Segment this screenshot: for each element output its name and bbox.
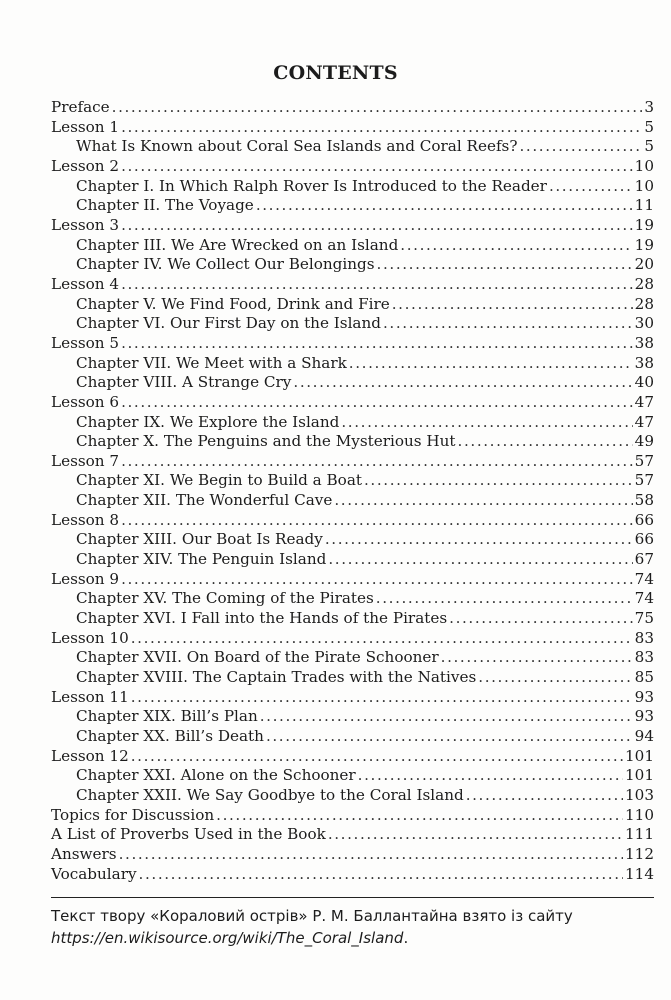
toc-entry-title: Lesson 9 — [51, 569, 120, 588]
toc-entry-title: Chapter II. The Voyage — [76, 196, 254, 215]
toc-page-number: 47 — [634, 392, 654, 411]
toc-section-entry[interactable] — [51, 393, 654, 413]
toc-page-number: 49 — [634, 432, 654, 451]
toc-page-number: 66 — [634, 530, 654, 549]
toc-chapter-entry[interactable] — [51, 354, 654, 374]
dot-leader — [121, 157, 633, 177]
toc-chapter-entry[interactable] — [51, 413, 654, 433]
dot-leader — [364, 471, 633, 491]
toc-page-number: 83 — [634, 648, 654, 667]
dot-leader — [383, 314, 633, 334]
toc-page-number: 67 — [634, 550, 654, 569]
toc-page-number: 93 — [634, 687, 654, 706]
toc-chapter-entry[interactable] — [51, 373, 654, 393]
dot-leader — [441, 648, 633, 668]
toc-chapter-entry[interactable] — [51, 530, 654, 550]
dot-leader — [458, 432, 633, 452]
dot-leader — [449, 609, 633, 629]
toc-chapter-entry[interactable] — [51, 255, 654, 275]
toc-page-number: 57 — [634, 451, 654, 470]
toc-entry-title: Chapter XIII. Our Boat Is Ready — [76, 530, 323, 549]
footnote-divider — [51, 897, 654, 898]
toc-page-number: 83 — [634, 628, 654, 647]
toc-page-number: 58 — [634, 491, 654, 510]
toc-entry-title: A List of Proverbs Used in the Book — [51, 825, 326, 844]
toc-entry-title: Lesson 8 — [51, 510, 120, 529]
dot-leader — [121, 334, 633, 354]
toc-chapter-entry[interactable] — [51, 196, 654, 216]
toc-entry-title: Chapter XVI. I Fall into the Hands of the Pirates — [76, 609, 448, 628]
toc-page-number: 74 — [634, 569, 654, 588]
toc-entry-title: Chapter VI. Our First Day on the Island — [76, 314, 381, 333]
toc-entry-title: Topics for Discussion — [51, 805, 215, 824]
dot-leader — [119, 845, 623, 865]
toc-entry-title: Chapter XV. The Coming of the Pirates — [76, 589, 374, 608]
toc-page-number: 94 — [634, 727, 654, 745]
toc-page-number: 112 — [625, 844, 654, 863]
toc-entry-title: Chapter XIV. The Penguin Island — [76, 550, 327, 569]
toc-page-number: 103 — [625, 785, 654, 804]
toc-page-number: 5 — [644, 117, 654, 136]
dot-leader — [358, 766, 623, 786]
toc-page-number: 19 — [634, 235, 654, 254]
toc-page-number: 93 — [634, 707, 654, 726]
toc-page-number: 111 — [625, 825, 654, 844]
toc-chapter-entry[interactable] — [51, 491, 654, 511]
toc-chapter-entry[interactable] — [51, 314, 654, 334]
toc-entry-title: Chapter VII. We Meet with a Shark — [76, 353, 347, 372]
dot-leader — [112, 98, 643, 118]
dot-leader — [334, 491, 632, 511]
dot-leader — [549, 177, 633, 197]
dot-leader — [376, 589, 633, 609]
toc-chapter-entry[interactable] — [51, 236, 654, 256]
toc-entry-title: Lesson 2 — [51, 156, 120, 175]
toc-page-number: 101 — [625, 766, 654, 785]
toc-page-number: 3 — [644, 98, 654, 116]
toc-entry-title: Preface — [51, 98, 110, 116]
toc-entry-title: Chapter XI. We Begin to Build a Boat — [76, 471, 362, 490]
toc-section-entry[interactable] — [51, 452, 654, 472]
dot-leader — [466, 786, 623, 806]
toc-page-number: 74 — [634, 589, 654, 608]
toc-entry-title: Chapter X. The Penguins and the Mysterious Hut — [76, 432, 456, 451]
toc-section-entry[interactable] — [51, 216, 654, 236]
toc-entry-title: Lesson 1 — [51, 117, 120, 136]
toc-page-number: 40 — [634, 373, 654, 392]
toc-entry-title: Lesson 4 — [51, 274, 120, 293]
toc-entry-title: Lesson 5 — [51, 333, 120, 352]
dot-leader — [392, 295, 633, 315]
toc-entry-title: Chapter IV. We Collect Our Belongings — [76, 255, 375, 274]
toc-entry-title: Chapter VIII. A Strange Cry — [76, 373, 292, 392]
dot-leader — [256, 196, 633, 216]
toc-entry-title: What Is Known about Coral Sea Islands and Coral Reefs? — [76, 137, 518, 156]
toc-page-number: 11 — [634, 196, 654, 215]
dot-leader — [293, 373, 632, 393]
toc-page-number: 114 — [625, 864, 654, 883]
toc-entry-title: Answers — [51, 844, 117, 863]
toc-entry-title: Chapter XVIII. The Captain Trades with the Natives — [76, 668, 477, 687]
toc-section-entry[interactable] — [51, 511, 654, 531]
dot-leader — [400, 236, 632, 256]
toc-section-entry[interactable] — [51, 865, 654, 885]
toc-chapter-entry[interactable] — [51, 707, 654, 727]
dot-leader — [328, 550, 632, 570]
toc-chapter-entry[interactable] — [51, 471, 654, 491]
table-of-contents — [51, 98, 654, 884]
toc-page-number: 85 — [634, 668, 654, 687]
toc-section-entry[interactable] — [51, 157, 654, 177]
toc-entry-title: Chapter IX. We Explore the Island — [76, 412, 340, 431]
dot-leader — [121, 275, 633, 295]
toc-page-number: 5 — [644, 137, 654, 156]
toc-chapter-entry[interactable] — [51, 589, 654, 609]
toc-page-number: 28 — [634, 294, 654, 313]
dot-leader — [260, 707, 633, 727]
toc-page-number: 57 — [634, 471, 654, 490]
toc-section-entry[interactable] — [51, 629, 654, 649]
toc-entry-title: Chapter XXI. Alone on the Schooner — [76, 766, 356, 785]
toc-chapter-entry[interactable] — [51, 668, 654, 688]
toc-page-number: 101 — [625, 746, 654, 765]
dot-leader — [121, 452, 633, 472]
dot-leader — [131, 629, 633, 649]
dot-leader — [349, 354, 633, 374]
toc-section-entry[interactable] — [51, 806, 654, 826]
toc-chapter-entry[interactable] — [51, 137, 654, 157]
toc-page-number: 20 — [634, 255, 654, 274]
toc-entry-title: Lesson 3 — [51, 215, 120, 234]
dot-leader — [121, 118, 642, 138]
toc-page-number: 19 — [634, 215, 654, 234]
toc-page-number: 28 — [634, 274, 654, 293]
toc-entry-title: Chapter XVII. On Board of the Pirate Schooner — [76, 648, 439, 667]
dot-leader — [328, 825, 623, 845]
toc-chapter-entry[interactable] — [51, 786, 654, 806]
toc-chapter-entry[interactable] — [51, 648, 654, 668]
toc-page-number: 10 — [634, 176, 654, 195]
toc-chapter-entry[interactable] — [51, 609, 654, 629]
toc-section-entry[interactable] — [51, 825, 654, 845]
dot-leader — [121, 511, 633, 531]
toc-entry-title: Chapter I. In Which Ralph Rover Is Introduced to the Reader — [76, 176, 547, 195]
toc-entry-title: Chapter XII. The Wonderful Cave — [76, 491, 333, 510]
toc-entry-title: Chapter XIX. Bill’s Plan — [76, 707, 258, 726]
toc-page-number: 30 — [634, 314, 654, 333]
toc-page-number: 66 — [634, 510, 654, 529]
dot-leader — [325, 530, 633, 550]
toc-chapter-entry[interactable] — [51, 550, 654, 570]
toc-entry-title: Vocabulary — [51, 864, 137, 883]
toc-entry-title: Lesson 12 — [51, 746, 129, 765]
toc-section-entry[interactable] — [51, 570, 654, 590]
toc-section-entry[interactable] — [51, 845, 654, 865]
toc-chapter-entry[interactable] — [51, 432, 654, 452]
page-title: CONTENTS — [273, 62, 398, 84]
toc-chapter-entry[interactable] — [51, 177, 654, 197]
toc-entry-title: Lesson 7 — [51, 451, 120, 470]
toc-page-number: 47 — [634, 412, 654, 431]
dot-leader — [121, 570, 633, 590]
footnote-url[interactable]: https://en.wikisource.org/wiki/The_Coral_Island — [51, 929, 404, 947]
toc-entry-title: Lesson 10 — [51, 628, 129, 647]
dot-leader — [377, 255, 633, 275]
toc-section-entry[interactable] — [51, 747, 654, 767]
dot-leader — [520, 137, 643, 157]
toc-page-number: 38 — [634, 333, 654, 352]
toc-page-number: 38 — [634, 353, 654, 372]
dot-leader — [131, 747, 623, 767]
toc-entry-title: Chapter XX. Bill’s Death — [76, 727, 264, 745]
toc-entry-title: Lesson 11 — [51, 687, 129, 706]
toc-chapter-entry[interactable] — [51, 766, 654, 786]
dot-leader — [216, 806, 623, 826]
toc-section-entry[interactable] — [51, 275, 654, 295]
toc-chapter-entry[interactable] — [51, 727, 654, 747]
dot-leader — [478, 668, 632, 688]
dot-leader — [341, 413, 632, 433]
dot-leader — [139, 865, 623, 885]
dot-leader — [266, 727, 633, 747]
toc-entry-title: Chapter III. We Are Wrecked on an Island — [76, 235, 399, 254]
dot-leader — [121, 393, 633, 413]
toc-section-entry[interactable] — [51, 98, 654, 118]
footnote-end: . — [403, 929, 409, 947]
toc-page-number: 75 — [634, 609, 654, 628]
toc-page-number: 10 — [634, 156, 654, 175]
toc-entry-title: Chapter V. We Find Food, Drink and Fire — [76, 294, 390, 313]
toc-chapter-entry[interactable] — [51, 295, 654, 315]
footnote — [51, 905, 654, 949]
toc-page-number: 110 — [625, 805, 654, 824]
dot-leader — [121, 216, 633, 236]
dot-leader — [131, 688, 633, 708]
toc-entry-title: Lesson 6 — [51, 392, 120, 411]
toc-section-entry[interactable] — [51, 118, 654, 138]
footnote-text: Текст твору «Кораловий острів» Р. М. Баллантайна взято із сайту — [51, 907, 573, 925]
toc-section-entry[interactable] — [51, 688, 654, 708]
toc-entry-title: Chapter XXII. We Say Goodbye to the Coral Island — [76, 785, 464, 804]
toc-section-entry[interactable] — [51, 334, 654, 354]
